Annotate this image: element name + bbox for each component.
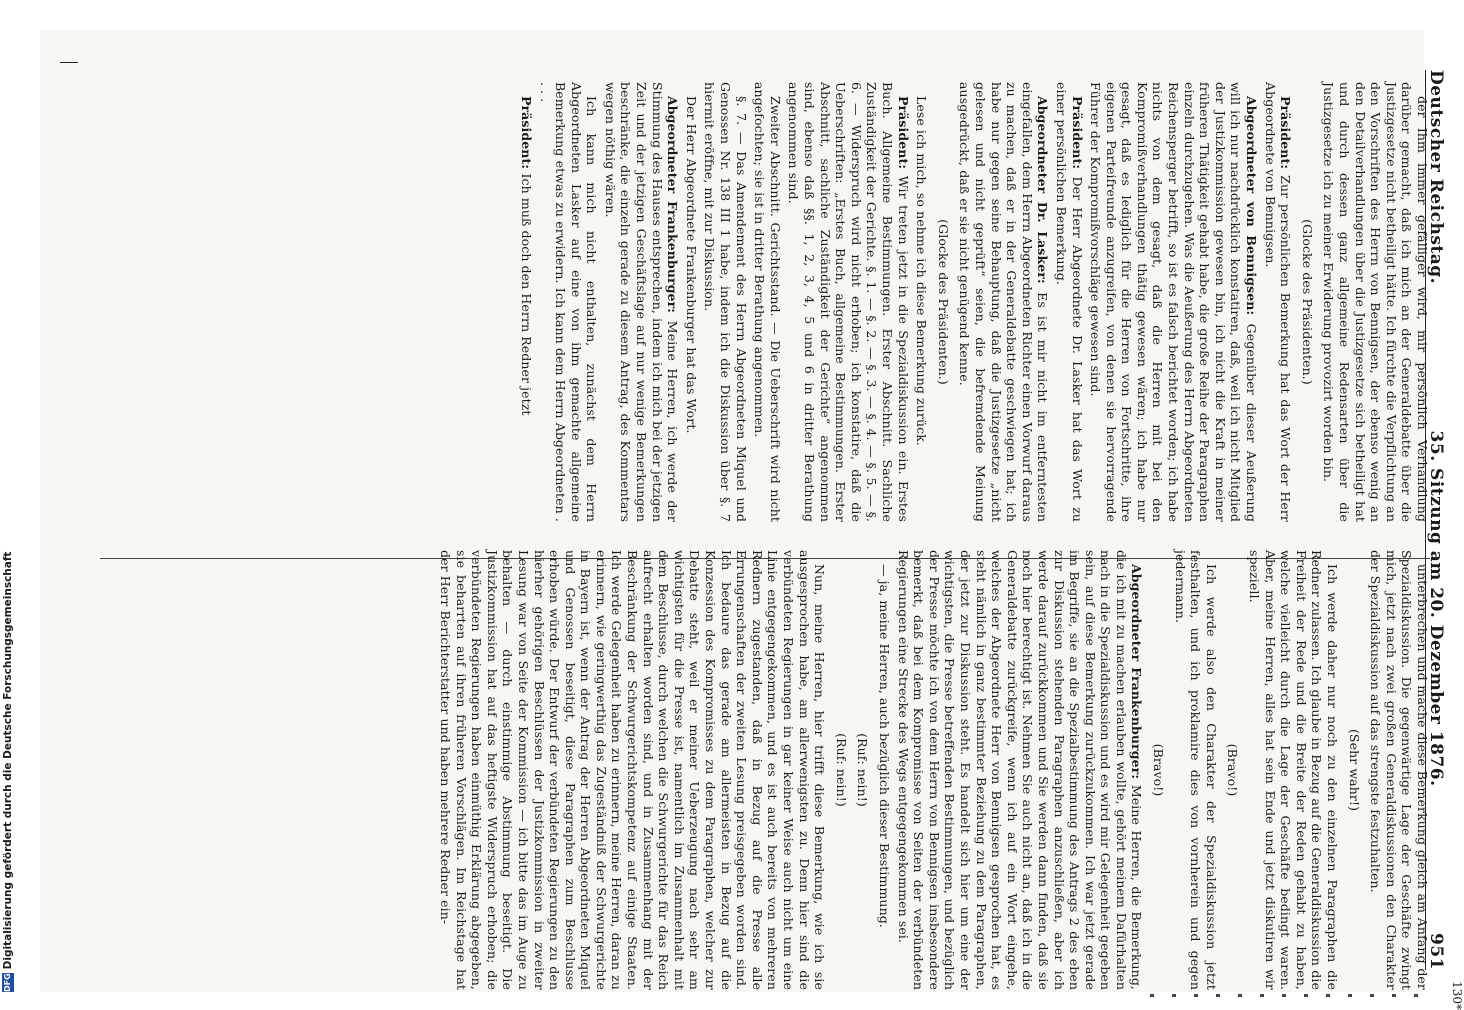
interjection <box>833 550 849 990</box>
paragraph <box>876 550 892 990</box>
paragraph <box>1053 82 1084 522</box>
footer-text: Digitalisierung gefördert durch die Deutsche Forschungsgemeinschaft <box>2 551 14 970</box>
interjection <box>855 550 871 990</box>
paragraph-text: Ich muß doch den Herrn Redner jetzt <box>518 173 534 416</box>
speaker-name: Abgeordneter Frankenburger: <box>665 96 681 321</box>
paragraph <box>437 550 827 990</box>
paragraph-text: Wir treten jetzt in die Spezialdiskussion ein. Erstes Buch. Allgemeine Bestimmungen. Erster Abschnitt. Sachliche Zuständigkeit der Gerichte. §. 1. — §. 2. — §. 3. — §. 4. — §. 5. — §. 6. — Widerspruch wird nicht erhoben; ich konstatire, daß die Ueberschriften: „Erstes Buch, allgemeine Bestimmungen. Erster Abschnitt, sachliche Zuständigkeit der Gerichte“ angenommen sind, ebenso daß §§. 1, 2, 3, 4, 5 und 6 in dritter Berathung angenommen sind. <box>786 82 911 522</box>
right-text-column <box>437 550 1430 991</box>
header-center: 35. Sitzung am 20. Dezember 1876. <box>1426 430 1446 787</box>
paragraph-text: Es ist mir nicht im entferntesten eingefallen, dem Herrn Abgeordneten Richter einen Vorwurf daraus zu machen, daß er in der Generaldebatte geschwiegen hat; ich habe nur gegen seine Behauptung, daß die Justizgesetze „nicht gelesen und nicht geprüft“ seien, die befremdende Meinung ausgedrückt, daß er sie nicht genügend kenne. <box>957 82 1051 522</box>
interjection <box>1346 550 1362 990</box>
paragraph <box>1246 550 1340 990</box>
paragraph <box>1368 550 1430 990</box>
paragraph-text: Zweiter Abschnitt. Gerichtsstand. — Die Ueberschrift wird nicht angefochten; sie ist in dritter Berathung angenommen. <box>752 82 783 522</box>
paragraph-text: — ja, meine Herren, auch bezüglich dieser Bestimmung. <box>877 564 892 928</box>
interjection <box>1225 550 1241 990</box>
paragraph-text: Der Herr Abgeordnete Frankenburger hat das Wort. <box>683 96 699 434</box>
paragraph <box>1262 82 1293 522</box>
paragraph <box>1088 82 1260 522</box>
paragraph <box>1321 82 1430 522</box>
paragraph-text: Gegenüber dieser Aeußerung will ich nur nachdrücklich konstatiren, daß, weil ich nicht Mitglied der Justizkommission gewesen bin, ich nicht die Kraft in meiner früheren Thätigkeit gehabt habe, die große Reihe der Paragraphen einzeln durchzugehen. Was die Aeußerung des Herrn Abgeordneten Reichensperger betrifft, so ist es falsch berichtet worden; ich habe nichts von dem gesagt, daß die Herren mit bei den Kompromißverhandlungen thätig gewesen wären; ich habe nur gesagt, daß es lediglich für die Herren von Fortschritte, ihre eigenen Parteifreunde anzugreifen, von denen sie hervorragende Führer der Kompromißvorschläge gewesen sind. <box>1088 82 1260 522</box>
paragraph <box>786 82 911 522</box>
paragraph-text: der Ihm immer gefälliger wird, mir persönlich Verhandlung darüber gemacht, daß ich mich an der Generaldebatte über die Justizgesetze nicht betheiligt hätte. Ich fürchte die Verpflichtung an den Vorschriften des Herrn von Bennigsen, der ebenso wenig an den Detailverhandlungen über die Justizgesetze sich betheiligt hat und durch dessen ganz allgemeine Redensarten über die Justizgesetze ich zu meiner Erwiderung provozirt worden bin. <box>1321 82 1430 522</box>
paragraph <box>752 82 783 522</box>
paragraph-text: (Sehr wahr!) <box>1346 728 1362 812</box>
speaker-name: Präsident: <box>518 96 534 174</box>
header-left: Deutscher Reichstag. <box>1426 70 1446 285</box>
scan-noise <box>1150 994 1420 997</box>
signature-mark: 130* <box>1450 981 1464 1010</box>
paragraph-text: Meine Herren, ich werde der Stimmung des Hauses entsprechen, indem ich mich bei der jetzigen Zeit und der jetzigen Geschäftslage auf nur wenige Bemerkungen beschränke, die einzeln gerade zu diesem Antrag, des Kommentars wegen nöthig wären. <box>602 82 681 522</box>
speaker-name: Abgeordneter Dr. Lasker: <box>1035 96 1051 293</box>
paragraph <box>518 82 534 522</box>
scan-edge-mark <box>60 62 78 63</box>
left-text-column <box>518 82 1430 522</box>
paragraph-text: Meine Herren, die Bemerkung, die ich mit zu machen erlauben wollte, gehört meinem Dafürhalten nach in die Spezialdiskussion und es wird mir Gelegenheit gegeben sein, auf diese Bemerkung zurückzukommen. Ich war jetzt gerade im Begriffe, sie an die Spezialbestimmung des Antrags 2 des eben zur Diskussion stehenden Paragraphen anzuschließen, aber ich werde darauf zurückkommen und Sie werden dann finden, daß sie noch hier berechtigt ist. Nehmen Sie auch nicht an, daß ich in die Generaldebatte zurückgreife, wenn ich auf ein Wort eingehe, welches der Abgeordnete Herr von Bennigsen gesprochen hat, es steht nämlich in ganz bestimmter Beziehung zu dem Paragraphen, der jetzt zur Diskussion steht. Es handelt sich hier um eine der wichtigsten, die Presse betreffenden Bestimmungen, und bezüglich der Presse möchte ich von dem Herrn von Bennigsen insbesondere bemerkt, daß bei dem Kompromisse von Seiten der verbündeten Regierungen eine Strecke des Wegs entgegengekommen sei. <box>895 550 1145 991</box>
paragraph <box>683 82 699 522</box>
speaker-name: Präsident: <box>895 96 911 176</box>
dfg-footer <box>2 551 14 992</box>
paragraph-text: Ich werde also den Charakter der Spezialdiskussion jetzt festhalten, und ich proklamire dies von vornherein und gegen jedermann. <box>1172 550 1219 990</box>
paragraph-text: Zur persönlichen Bemerkung hat das Wort der Herr Abgeordnete von Bennigsen. <box>1262 82 1294 522</box>
paragraph-text: (Bravo!) <box>1225 743 1241 797</box>
speaker-name: Abgeordneter Frankenburger: <box>1129 564 1145 785</box>
paragraph-text: Lese ich mich, so nehme ich diese Bemerkung zurück. <box>914 96 930 446</box>
speaker-name: Präsident: <box>1278 96 1294 176</box>
paragraph <box>895 550 1145 990</box>
page-number: 951 <box>1426 933 1446 970</box>
paragraph-text: unterbrechen und mache diese Bemerkung gleich am Anfang der Spezialdiskussion. Die gegenwärtige Lage der Geschäfte zwingt mich, jetzt nach zwei großen Generaldiskussionen den Charakter der Spezialdiskussion auf das strengste festzuhalten. <box>1368 550 1430 990</box>
paragraph-text: Ich werde daher nur noch zu den einzelnen Paragraphen die Redner zulassen. Ich glaube in Bezug auf die Generaldiskussion die Freiheit der Rede und die Breite der Reden gehabt zu haben, welche vielleicht durch die Lage der Geschäfte bedingt waren. Aber, meine Herren, alles hat sein Ende und jetzt diskutiren wir speziell. <box>1247 550 1341 990</box>
interjection <box>1151 550 1167 990</box>
paragraph-text: (Glocke des Präsidenten.) <box>935 219 951 385</box>
paragraph-text: (Ruf: nein!) <box>855 733 871 807</box>
scanned-page <box>40 30 1464 1010</box>
paragraph <box>602 82 680 522</box>
paragraph-text: (Bravo!) <box>1151 743 1167 797</box>
interjection <box>1299 82 1315 522</box>
paragraph-text: Nun, meine Herren, hier trifft diese Bemerkung, wie ich sie ausgesprochen habe, am allerwenigsten zu. Denn hier sind die verbündeten Regierungen in gar keiner Weise auch nicht um eine Linie entgegengekommen, und es ist auch bereits von mehreren Rednern zugestanden, daß in Bezug auf die Presse alle Errungenschaften der zweiten Lesung preisgegeben worden sind. Ich bedaure das gerade am allermeisten in Bezug auf die Konzession des Kompromisses zu dem Paragraphen, welcher zur Debatte steht, weil er meiner Ueberzeugung nach sehr am wichtigsten für die Presse ist, namentlich im Zusammenhalt mit dem Beschlusse, durch welchen die Schwurgerichte für das Reich aufrecht erhalten worden sind, und in Zusammenhang mit der Beschränkung der Schwurgerichtskompetenz auf einige Staaten. Ich werde Gelegenheit haben zu erinnern, meine Herren, daran zu erinnern, wie geringwerthig das Zugeständniß der Schwurgerichte in Bayern ist, wenn der Antrag der Herren Abgeordneten Miquel und Genossen beseitigt, diese Paragraphen zum Beschlusse erhoben würde. Der Entwurf der verbündeten Regierungen zu den hierher gehörigen Beschlüssen der Justizkommission in zweiter Lesung war von Seite der Kommission — ich bitte das im Auge zu behalten — durch einstimmige Abstimmung beseitigt. Die Justizkommission hat auf das heftigste Widerspruch erhoben; die verbündeten Regierungen haben einmüthig Erklärung abgegeben, sie beharrten auf ihren früheren Vorschlägen. Im Reichstage hat der Herr Berichterstatter und haben mehrere Redner ein- <box>437 550 828 990</box>
speaker-name: Abgeordneter von Bennigsen: <box>1244 96 1260 324</box>
paragraph <box>702 82 749 522</box>
paragraph-text: (Glocke des Präsidenten.) <box>1299 219 1315 385</box>
paragraph-text: §. 7. — Das Amendement des Herrn Abgeordneten Miquel und Genossen Nr. 138 III 1 habe, indem ich die Diskussion über §. 7 hiermit eröffne, mit zur Diskussion. <box>702 82 749 522</box>
paragraph-text: Der Herr Abgeordnete Dr. Lasker hat das Wort zu einer persönlichen Bemerkung. <box>1053 82 1085 522</box>
speaker-name: Präsident: <box>1069 96 1085 177</box>
paragraph <box>914 82 930 522</box>
paragraph-text: (Ruf: nein!) <box>833 733 849 807</box>
paragraph <box>537 82 599 522</box>
interjection <box>935 82 951 522</box>
paragraph-text: Ich kann mich nicht enthalten, zunächst dem Herrn Abgeordneten Lasker auf eine von ihm gemachte allgemeine Bemerkung etwas zu erwidern. Ich kann dem Herrn Abgeordneten . . . . <box>537 82 600 522</box>
dfg-logo-icon: DFG <box>3 973 12 992</box>
paragraph <box>1172 550 1219 990</box>
paragraph <box>957 82 1051 522</box>
